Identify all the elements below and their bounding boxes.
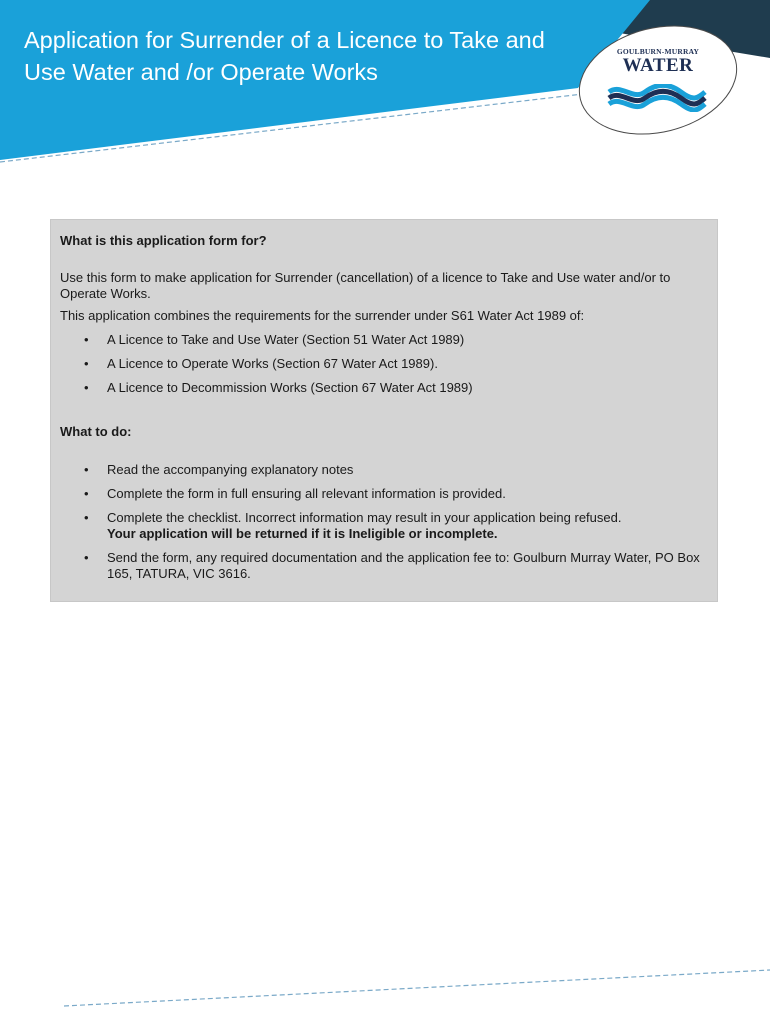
warning-text: Your application will be returned if it is Ineligible or incomplete. [107,526,498,541]
heading-what-to-do: What to do: [60,424,132,439]
logo-main-text: WATER [622,55,694,76]
list-item-text: Complete the form in full ensuring all relevant information is provided. [107,486,506,501]
requirements-paragraph: This application combines the requirements for the surrender under S61 Water Act 1989 of: [60,308,585,323]
purpose-paragraph: Use this form to make application for Surrender (cancellation) of a licence to Take and Use water and/or to Operate Works. [60,270,671,301]
logo-top-text: GOULBURN-MURRAY [616,47,700,56]
company-logo [602,40,714,124]
list-item [51,486,707,502]
list-item [51,332,707,348]
list-item-text: Read the accompanying explanatory notes [107,462,354,477]
page-title-line-1: Application for Surrender of a Licence to Take and [24,27,545,53]
list-item-text: Send the form, any required documentation and the application fee to: Goulburn Murray Water, PO Box 165, TATURA, VIC 3616. [107,550,700,581]
list-item-text: A Licence to Operate Works (Section 67 Water Act 1989). [107,356,438,371]
list-item [51,550,707,582]
list-item [51,510,707,542]
info-box [50,219,718,602]
list-item [51,380,707,396]
list-item-text: Complete the checklist. Incorrect information may result in your application being refused. [107,510,622,525]
list-item-text: A Licence to Decommission Works (Section 67 Water Act 1989) [107,380,473,395]
steps-list [51,462,719,590]
heading-form-purpose: What is this application form for? [60,233,267,248]
page-title [24,24,624,88]
list-item [51,462,707,478]
page-title-line-2: Use Water and /or Operate Works [24,59,378,85]
list-item-text: A Licence to Take and Use Water (Section 51 Water Act 1989) [107,332,465,347]
footer-dashed-line [0,960,770,1024]
water-waves-logo-icon [607,84,707,112]
list-item [51,356,707,372]
licence-list [51,332,719,404]
